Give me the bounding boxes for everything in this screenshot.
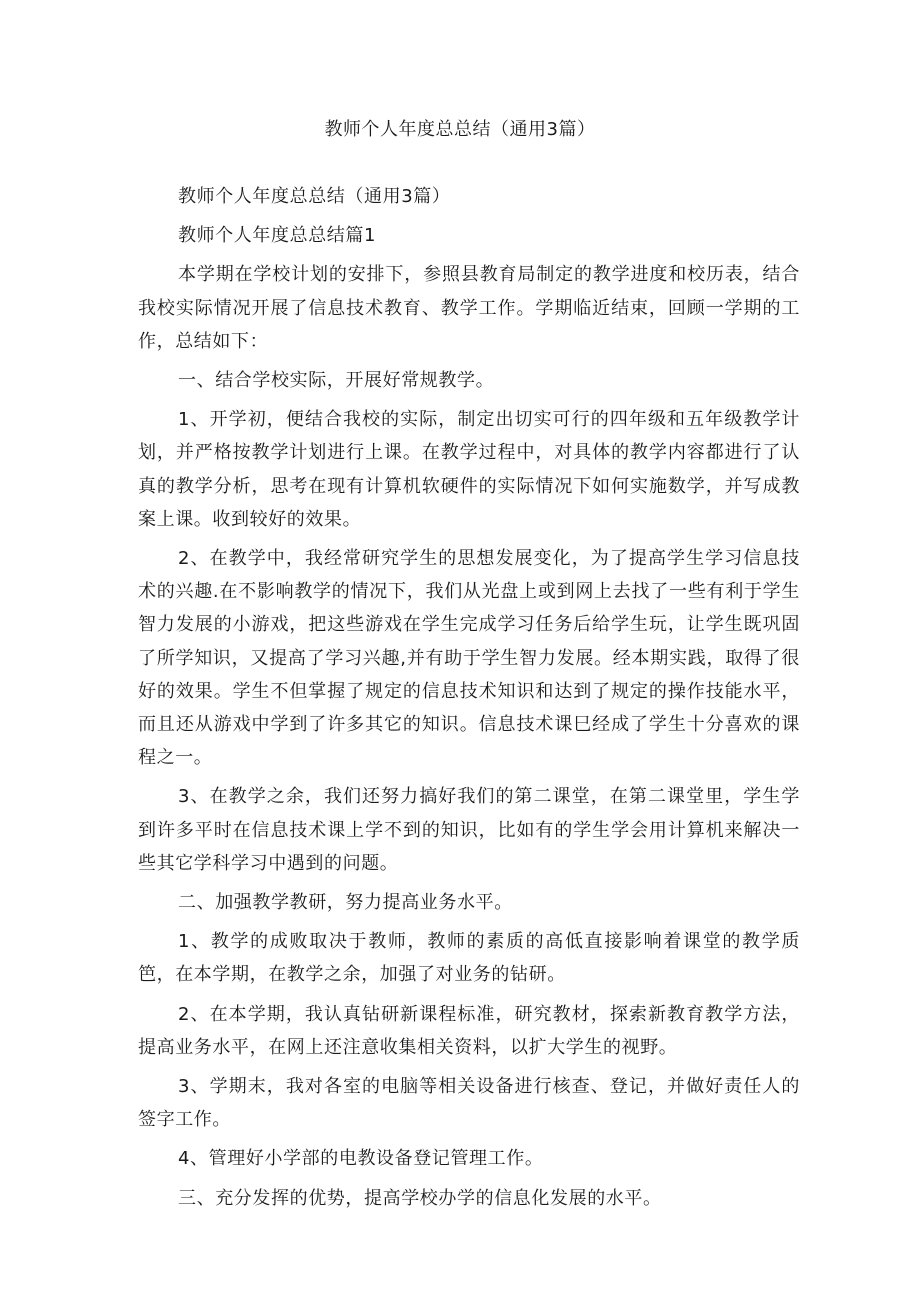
paragraph: 1、开学初，便结合我校的实际，制定出切实可行的四年级和五年级教学计划，并严格按教学计划进行上课。在教学过程中，对具体的教学内容都进行了认真的教学分析，思考在现有计算机软硬件的实际情况下如何实施数学，并写成教案上课。收到较好的效果。 bbox=[138, 409, 800, 530]
paragraph: 3、在教学之余，我们还努力搞好我们的第二课堂，在第二课堂里，学生学到许多平时在信息技术课上学不到的知识，比如有的学生学会用计算机来解决一些其它学科学习中遇到的问题。 bbox=[138, 786, 800, 874]
paragraph: 2、在本学期，我认真钻研新课程标准，研究教材，探索新教育教学方法，提高业务水平，在网上还注意收集相关资料，以扩大学生的视野。 bbox=[138, 1003, 800, 1058]
section-heading: 一、结合学校实际，开展好常规教学。 bbox=[178, 370, 495, 392]
document-body bbox=[138, 180, 800, 1221]
paragraph: 4、管理好小学部的电教设备登记管理工作。 bbox=[178, 1148, 544, 1170]
document-title: 教师个人年度总总结（通用3篇） bbox=[324, 119, 596, 140]
paragraph: 2、在教学中，我经常研究学生的思想发展变化，为了提高学生学习信息技术的兴趣.在不影响教学的情况下，我们从光盘上或到网上去找了一些有利于学生智力发展的小游戏，把这些游戏在学生完成学习任务后给学生玩，让学生既巩固了所学知识，又提高了学习兴趣,并有助于学生智力发展。经本期实践，取得了很好的效果。学生不但掌握了规定的信息技术知识和达到了规定的操作技能水平，而且还从游戏中学到了许多其它的知识。信息技术课巳经成了学生十分喜欢的课程之一。 bbox=[138, 548, 800, 769]
paragraph: 3、学期末，我对各室的电脑等相关设备进行核查、登记，并做好责任人的签字工作。 bbox=[138, 1076, 800, 1131]
paragraph: 本学期在学校计划的安排下，参照县教育局制定的教学进度和校历表，结合我校实际情况开展了信息技术教育、教学工作。学期临近结束，回顾一学期的工作，总结如下： bbox=[138, 264, 800, 352]
section-heading: 二、加强教学教研，努力提高业务水平。 bbox=[178, 892, 513, 914]
paragraph: 教师个人年度总总结（通用3篇） bbox=[178, 186, 451, 207]
section-heading: 三、充分发挥的优势，提高学校办学的信息化发展的水平。 bbox=[178, 1187, 662, 1209]
paragraph: 教师个人年度总总结篇1 bbox=[178, 225, 377, 247]
paragraph: 1、教学的成败取决于教师，教师的素质的高低直接影响着课堂的教学质笆，在本学期，在教学之余，加强了对业务的钻研。 bbox=[138, 931, 800, 986]
